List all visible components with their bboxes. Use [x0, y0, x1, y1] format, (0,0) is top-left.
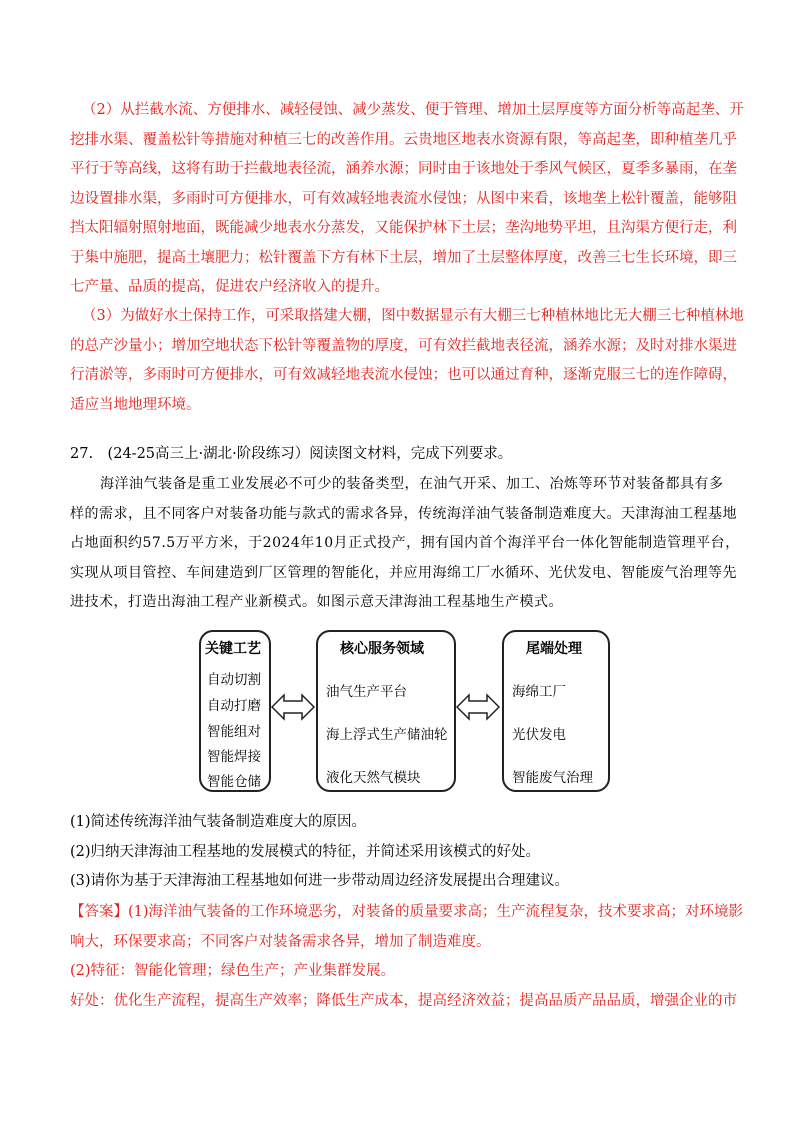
sub-question: (2)归纳天津海油工程基地的发展模式的特征，并简述采用该模式的好处。	[70, 843, 541, 860]
sub-question: (3)请你为基于天津海油工程基地如何进一步带动周边经济发展提出合理建议。	[70, 873, 570, 889]
double-arrow-icon	[270, 693, 316, 721]
answer-text: (1)海洋油气装备的工作环境恶劣，对装备的质量要求高；生产流程复杂，技术要求高；对环境影	[128, 904, 744, 920]
box-title: 尾端处理	[526, 641, 582, 657]
answer-line: 七产量、品质的提高，促进农户经济收入的提升。	[70, 279, 389, 295]
answer-part3	[70, 302, 744, 420]
answer-line: (2)特征：智能化管理；绿色生产；产业集群发展。	[70, 963, 396, 979]
answer-line: （3）为做好水土保持工作，可采取搭建大棚，图中数据显示有大棚三七种植林地比无大棚三七种植林地	[82, 308, 744, 324]
box-item: 智能焊接	[207, 749, 261, 765]
material-line: 实现从项目管控、车间建造到厂区管理的智能化，并应用海绵工厂水循环、光伏发电、智能废气治理等先	[70, 564, 737, 581]
question-27-material	[70, 470, 740, 618]
answer-line: 边设置排水渠，多雨时可方便排水，可有效减轻地表流水侵蚀；从图中来看，该地垄上松针覆盖，能够阻	[70, 190, 737, 207]
material-line: 占地面积约57.5万平方米，于2024年10月正式投产，拥有国内首个海洋平台一体化智能制造管理平台，	[70, 535, 740, 551]
material-line: 进技术，打造出海油工程产业新模式。如图示意天津海油工程基地生产模式。	[70, 594, 563, 610]
answer-line: 的总产沙量小；增加空地状态下松针等覆盖物的厚度，可有效拦截地表径流，涵养水源；及时对排水渠进	[70, 337, 737, 354]
box-item: 智能仓储	[207, 774, 261, 790]
answer-line: 挡太阳辐射照射地面，既能减少地表水分蒸发，又能保护林下土层；垄沟地势平坦，且沟渠方便行走，利	[70, 220, 737, 236]
answer-27	[70, 898, 744, 1016]
sub-question: (1)简述传统海洋油气装备制造难度大的原因。	[70, 814, 367, 830]
answer-line: 适应当地地理环境。	[70, 396, 201, 413]
answer-line: （2）从拦截水流、方便排水、减轻侵蚀、减少蒸发、便于管理、增加土层厚度等方面分析等高起垄、开	[82, 102, 744, 118]
question-header: 27. (24-25高三上·湖北·阶段练习）阅读图文材料，完成下列要求。	[70, 446, 513, 462]
box-item: 智能废气治理	[512, 770, 593, 786]
material-line: 样的需求，且不同客户对装备功能与款式的需求各异，传统海洋油气装备制造难度大。天津海油工程基地	[70, 505, 737, 522]
box-core-service	[316, 630, 456, 792]
answer-line	[70, 898, 744, 928]
box-item: 自动打磨	[207, 698, 261, 714]
box-item: 智能组对	[207, 724, 261, 740]
box-title: 关键工艺	[205, 641, 261, 657]
answer-part2	[70, 96, 744, 303]
box-item: 自动切割	[207, 672, 261, 688]
answer-label: 【答案】	[70, 904, 128, 920]
box-item: 液化天然气模块	[326, 770, 421, 786]
question-27-header	[70, 440, 734, 470]
double-arrow-icon	[455, 693, 501, 721]
material-line: 海洋油气装备是重工业发展必不可少的装备类型，在油气开采、加工、冶炼等环节对装备都具有多	[100, 476, 724, 492]
box-tail-treatment	[502, 630, 610, 792]
box-title: 核心服务领域	[340, 641, 424, 657]
answer-line: 行清淤等，多雨时可方便排水，可有效减轻地表流水侵蚀；也可以通过育种，逐渐克服三七的连作障碍，	[70, 367, 737, 383]
answer-line: 好处：优化生产流程，提高生产效率；降低生产成本，提高经济效益；提高品质产品品质，增强企业的市	[70, 992, 737, 1009]
answer-line: 响大，环保要求高；不同客户对装备需求各异，增加了制造难度。	[70, 933, 491, 950]
answer-line: 于集中施肥，提高土壤肥力；松针覆盖下方有林下土层，增加了土层整体厚度，改善三七生长环境，即三	[70, 249, 737, 266]
box-item: 海绵工厂	[512, 684, 566, 700]
question-27-subquestions	[70, 808, 734, 897]
box-item: 光伏发电	[512, 727, 566, 743]
answer-line: 挖排水渠、覆盖松针等措施对种植三七的改善作用。云贵地区地表水资源有限，等高起垄，即种植垄几乎	[70, 131, 737, 148]
box-item: 油气生产平台	[326, 684, 407, 700]
box-key-process	[199, 630, 271, 792]
box-item: 海上浮式生产储油轮	[326, 727, 448, 743]
answer-line: 平行于等高线，这将有助于拦截地表径流，涵养水源；同时由于该地处于季风气候区，夏季多暴雨，在垄	[70, 161, 737, 177]
